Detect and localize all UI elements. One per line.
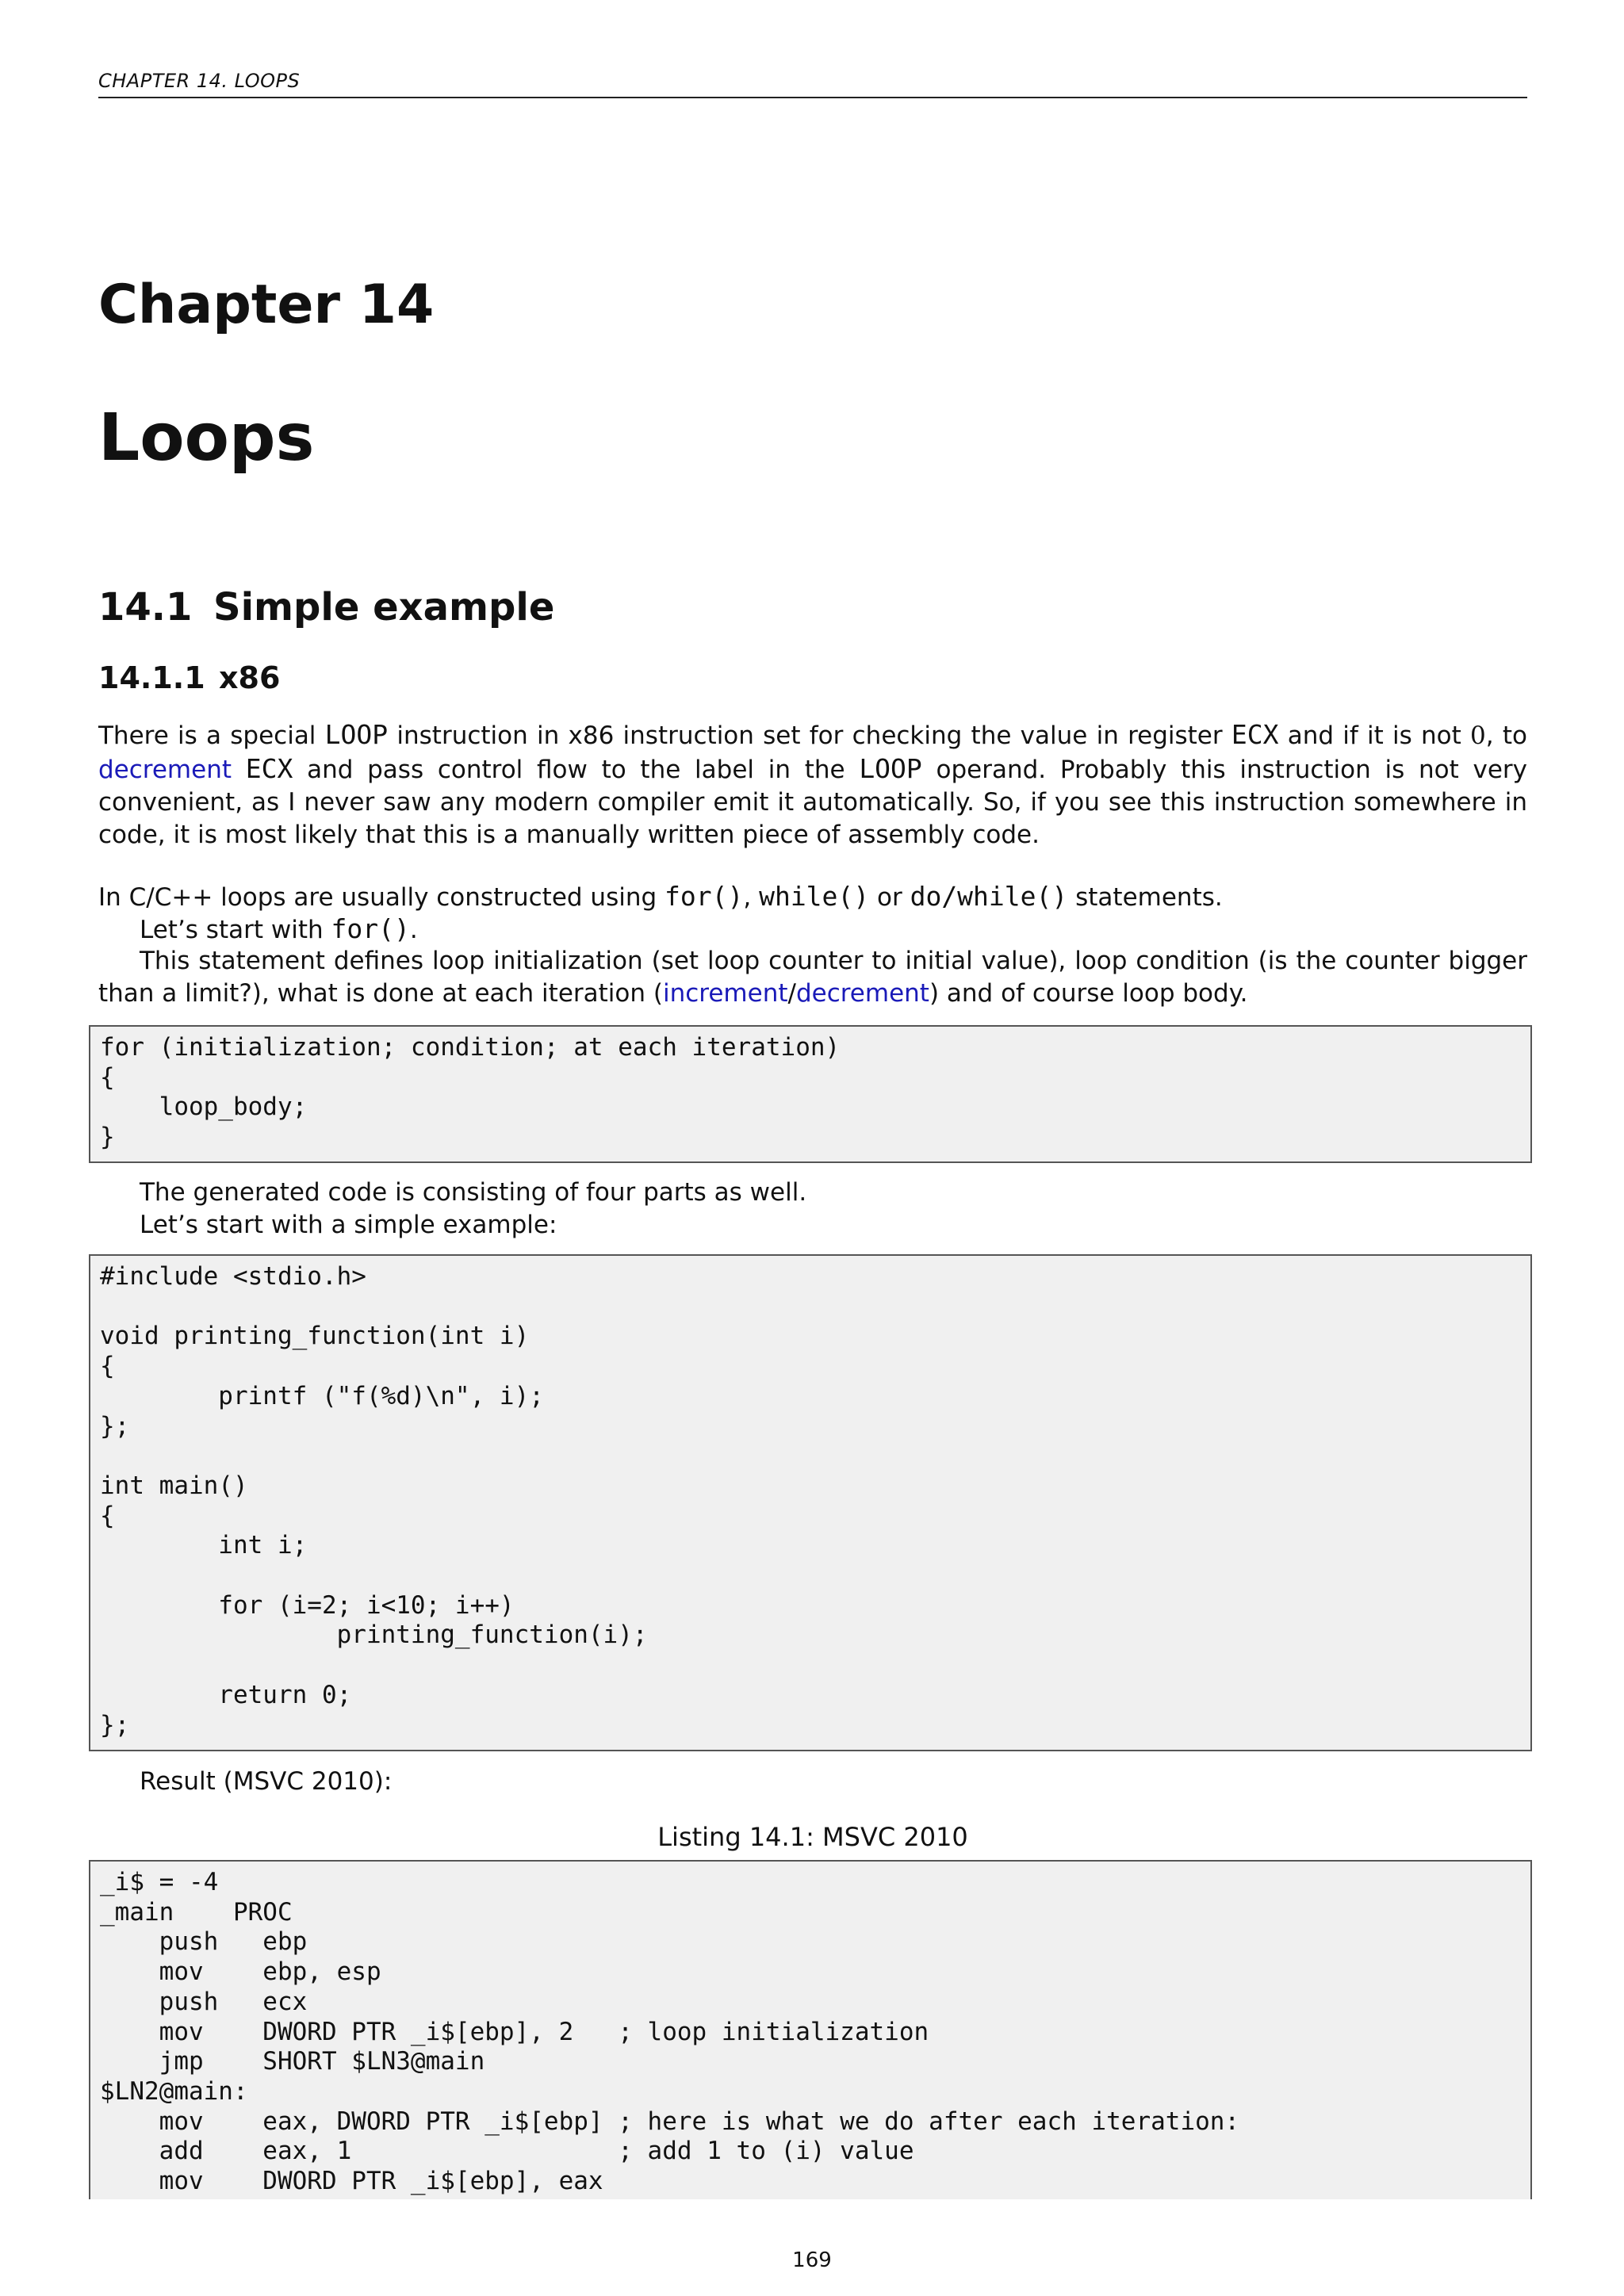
text-run: In C/C++ loops are usually constructed using — [98, 883, 665, 912]
text-run: . — [409, 916, 418, 944]
text-run: instruction in x86 instruction set for checking the value in register — [388, 721, 1231, 750]
start-with-for-paragraph — [98, 913, 1527, 947]
inline-code: LOOP — [324, 719, 389, 750]
subsection-heading — [98, 660, 280, 695]
running-header: CHAPTER 14. LOOPS — [98, 70, 1527, 98]
text-run: This statement defines loop initialization (set loop counter to initial value), loop condition (is the counter bigger than a limit?), what is done at each iteration ( — [98, 947, 1527, 1008]
listing-caption: Listing 14.1: MSVC 2010 — [657, 1822, 968, 1852]
page-number: 169 — [792, 2248, 832, 2272]
text-run: / — [787, 979, 796, 1008]
for-definition-paragraph — [98, 945, 1527, 1010]
generated-code-paragraph: The generated code is consisting of four parts as well. — [140, 1178, 807, 1207]
text-run: , — [743, 883, 760, 912]
text-run: ) and of course loop body. — [929, 979, 1248, 1008]
math-zero: 0 — [1470, 721, 1486, 750]
increment-link[interactable]: increment — [662, 979, 788, 1008]
inline-code: while() — [759, 881, 870, 912]
intro-paragraph — [98, 718, 1527, 851]
text-run: There is a special — [98, 721, 325, 750]
chapter-label: Chapter 14 — [98, 274, 435, 336]
text-run: statements. — [1067, 883, 1223, 912]
text-run: and pass control flow to the label in the — [293, 756, 860, 784]
text-run: and if it is not — [1278, 721, 1471, 750]
text-run: or — [869, 883, 910, 912]
decrement-link[interactable]: decrement — [98, 756, 232, 784]
chapter-title: Loops — [98, 400, 315, 476]
c-example-code-block: #include <stdio.h> void printing_function(int i) { printf ("f(%d)\n", i); }; int main() { int i; for (i=2; i<10; i++) printing_function(i); return 0; }; — [89, 1254, 1532, 1751]
section-heading — [98, 585, 554, 629]
decrement-link[interactable]: decrement — [795, 979, 929, 1008]
subsection-number: 14.1.1 — [98, 660, 205, 695]
for-syntax-code-block: for (initialization; condition; at each iteration) { loop_body; } — [89, 1025, 1532, 1163]
simple-example-paragraph: Let’s start with a simple example: — [140, 1211, 557, 1239]
result-paragraph: Result (MSVC 2010): — [140, 1767, 393, 1796]
inline-code: for() — [665, 881, 744, 912]
text-run: operand. Probably this instruction is not very convenient, as I never saw any modern compiler emit it automatically. So, if you see this instruction somewhere in code, it is most likely that this is a manually written piece of assembly code. — [98, 756, 1527, 849]
text-run: , to — [1485, 721, 1527, 750]
inline-code: for() — [331, 913, 410, 944]
inline-code: ECX — [245, 753, 293, 784]
subsection-title: x86 — [219, 660, 281, 695]
inline-code: ECX — [1231, 719, 1279, 750]
msvc-assembly-code-block: _i$ = -4 _main PROC push ebp mov ebp, esp push ecx mov DWORD PTR _i$[ebp], 2 ; loop initialization jmp SHORT $LN3@main $LN2@main: mov eax, DWORD PTR _i$[ebp] ; here is what we do after each iteration: add eax, 1 ; add 1 to (i) value mov DWORD PTR _i$[ebp], eax — [89, 1860, 1532, 2199]
text-run: Let’s start with — [140, 916, 331, 944]
loops-paragraph — [98, 880, 1527, 914]
section-title: Simple example — [213, 585, 555, 629]
inline-code: LOOP — [859, 753, 922, 784]
section-number: 14.1 — [98, 585, 193, 629]
text-run — [232, 756, 246, 784]
inline-code: do/while() — [910, 881, 1068, 912]
